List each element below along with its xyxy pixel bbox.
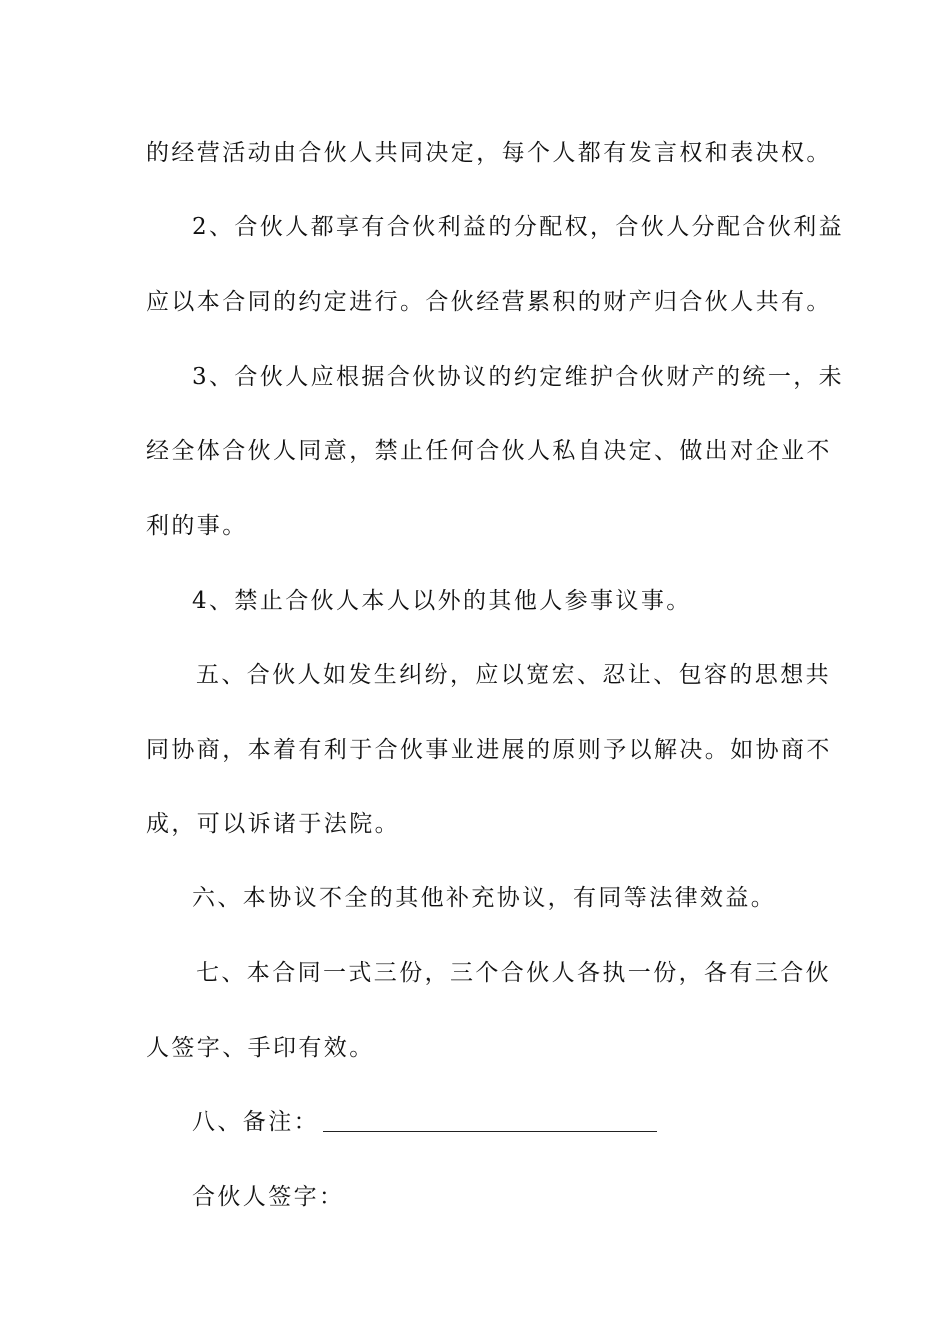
paragraph-line: 应以本合同的约定进行。合伙经营累积的财产归合伙人共有。 <box>146 289 832 315</box>
paragraph-line: 同协商，本着有利于合伙事业进展的原则予以解决。如协商不 <box>146 737 832 763</box>
remarks-blank-line[interactable] <box>323 1109 657 1132</box>
signature-label: 合伙人签字： <box>192 1184 345 1210</box>
paragraph-line: 人签字、手印有效。 <box>146 1035 375 1061</box>
paragraph-line: 六、本协议不全的其他补充协议，有同等法律效益。 <box>192 885 777 911</box>
paragraph-line: 成，可以诉诸于法院。 <box>146 811 400 837</box>
paragraph-line: 3、合伙人应根据合伙协议的约定维护合伙财产的统一，未 <box>192 364 845 390</box>
paragraph-line: 七、本合同一式三份，三个合伙人各执一份，各有三合伙 <box>196 960 831 986</box>
remarks-label: 八、备注： <box>192 1109 319 1135</box>
paragraph-line: 4、禁止合伙人本人以外的其他人参事议事。 <box>192 588 692 614</box>
remarks-row <box>192 1107 657 1137</box>
paragraph-line: 的经营活动由合伙人共同决定，每个人都有发言权和表决权。 <box>146 140 832 166</box>
paragraph-line: 2、合伙人都享有合伙利益的分配权，合伙人分配合伙利益 <box>192 214 845 240</box>
paragraph-line: 五、合伙人如发生纠纷，应以宽宏、忍让、包容的思想共 <box>196 662 831 688</box>
paragraph-line: 经全体合伙人同意，禁止任何合伙人私自决定、做出对企业不 <box>146 438 832 464</box>
paragraph-line: 利的事。 <box>146 513 248 539</box>
